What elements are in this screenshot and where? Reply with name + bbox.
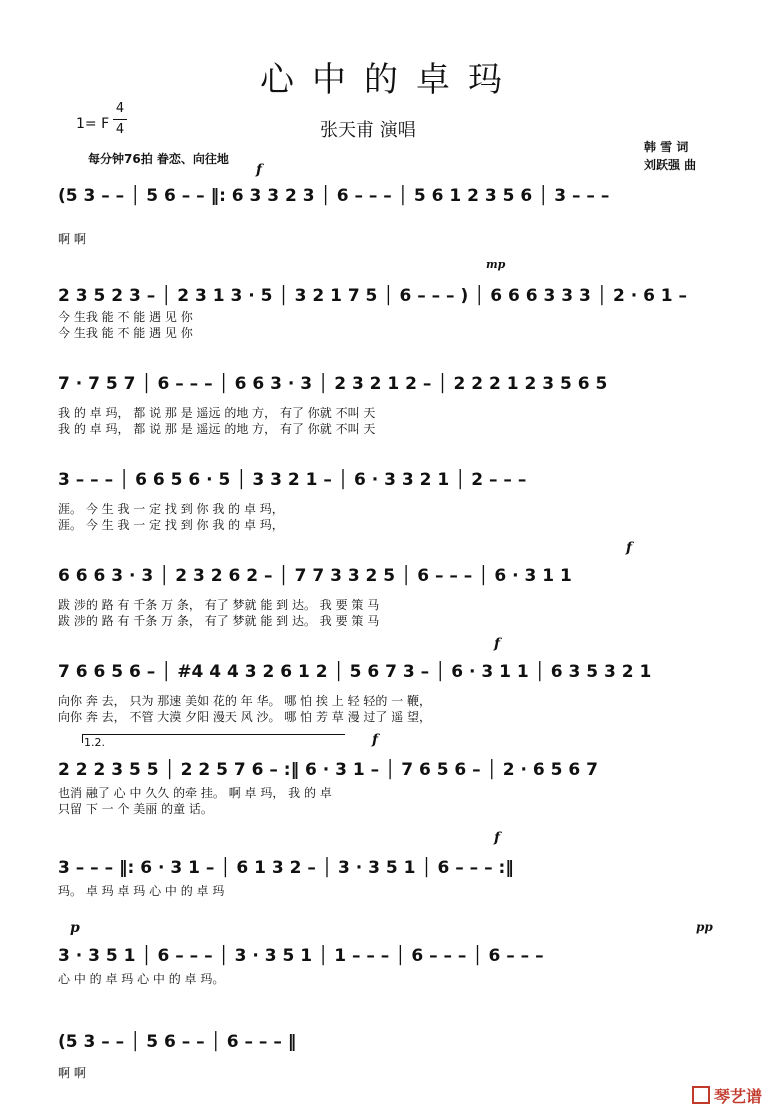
lyrics-line-9a: 心 中 的 卓 玛 心 中 的 卓 玛。 — [58, 972, 225, 986]
dynamic-forte: f — [494, 636, 501, 652]
watermark-logo — [692, 1084, 762, 1107]
notes-line-1: (5 3 – – │ 5 6 – – ‖: 6 3 3 2 3 │ 6 – – – │ 5 6 1 2 3 5 6 │ 3 – – – — [58, 186, 610, 206]
notes-line-3: 7 · 7 5 7 │ 6 – – – │ 6 6 3 · 3 │ 2 3 2 1 2 – │ 2 2 2 1 2 3 5 6 5 — [58, 374, 608, 394]
lyrics-line-6b: 向你 奔 去， 不管 大漠 夕阳 漫天 风 沙。 哪 怕 芳 草 漫 过了 遥 望， — [58, 710, 432, 724]
watermark-icon — [692, 1086, 710, 1104]
notes-line-10: (5 3 – – │ 5 6 – – │ 6 – – – ‖ — [58, 1032, 297, 1052]
notes-line-2: 2 3 5 2 3 – │ 2 3 1 3 · 5 │ 3 2 1 7 5 │ 6 – – – ) │ 6 6 6 3 3 3 │ 2 · 6 1 – — [58, 286, 688, 306]
dynamic-forte: f — [256, 162, 263, 178]
song-title: 心中的卓玛 — [260, 60, 520, 100]
notes-line-7: 2 2 2 3 5 5 │ 2 2 5 7 6 – :‖ 6 · 3 1 – │ 7 6 5 6 – │ 2 · 6 5 6 7 — [58, 760, 598, 780]
lyrics-line-7a: 也消 融了 心 中 久久 的牵 挂。 啊 卓 玛， 我 的 卓 — [58, 786, 332, 800]
dynamic-mezzo-piano: mp — [486, 258, 506, 271]
notes-line-8: 3 – – – ‖: 6 · 3 1 – │ 6 1 3 2 – │ 3 · 3 5 1 │ 6 – – – :‖ — [58, 858, 514, 878]
fraction-bar — [113, 119, 127, 120]
lyrics-line-1a: 啊 啊 — [58, 232, 86, 246]
key-signature: 1= F — [76, 116, 110, 132]
composer-credit: 刘跃强 曲 — [644, 158, 697, 172]
lyrics-line-8a: 玛。 卓 玛 卓 玛 心 中 的 卓 玛 — [58, 884, 225, 898]
time-top: 4 — [115, 101, 125, 116]
lyrics-line-2b: 今 生我 能 不 能 遇 见 你 — [58, 326, 193, 340]
watermark-text: 琴艺谱 — [713, 1087, 762, 1106]
lyricist-credit: 韩 雪 词 — [644, 140, 689, 154]
lyrics-line-4a: 涯。 今 生 我 一 定 找 到 你 我 的 卓 玛， — [58, 502, 284, 516]
notes-line-9: 3 · 3 5 1 │ 6 – – – │ 3 · 3 5 1 │ 1 – – – │ 6 – – – │ 6 – – – — [58, 946, 544, 966]
singer-credit: 张天甫 演唱 — [320, 120, 416, 141]
tempo-marking: 每分钟76拍 眷恋、向往地 — [88, 152, 229, 166]
notes-line-4: 3 – – – │ 6 6 5 6 · 5 │ 3 3 2 1 – │ 6 · 3 3 2 1 │ 2 – – – — [58, 470, 527, 490]
lyrics-line-7b: 只留 下 一 个 美丽 的童 话。 — [58, 802, 213, 816]
lyrics-line-2a: 今 生我 能 不 能 遇 见 你 — [58, 310, 193, 324]
volta-bracket — [82, 734, 345, 743]
lyrics-line-5a: 跋 涉的 路 有 千条 万 条， 有了 梦就 能 到 达。 我 要 策 马 — [58, 598, 380, 612]
dynamic-forte: f — [372, 732, 379, 748]
notes-line-6: 7 6 6 5 6 – │ #4 4 4 3 2 6 1 2 │ 5 6 7 3 – │ 6 · 3 1 1 │ 6 3 5 3 2 1 — [58, 662, 652, 682]
dynamic-forte: f — [494, 830, 501, 846]
lyrics-line-10a: 啊 啊 — [58, 1066, 86, 1080]
volta-ending-label: 1.2. — [84, 736, 105, 749]
lyrics-line-3b: 我 的 卓 玛， 都 说 那 是 遥远 的地 方， 有了 你就 不叫 天 — [58, 422, 376, 436]
time-signature — [113, 100, 127, 139]
lyrics-line-3a: 我 的 卓 玛， 都 说 那 是 遥远 的地 方， 有了 你就 不叫 天 — [58, 406, 376, 420]
lyrics-line-4b: 涯。 今 生 我 一 定 找 到 你 我 的 卓 玛， — [58, 518, 284, 532]
notes-line-5: 6 6 6 3 · 3 │ 2 3 2 6 2 – │ 7 7 3 3 2 5 │ 6 – – – │ 6 · 3 1 1 — [58, 566, 572, 586]
time-bottom: 4 — [115, 122, 125, 137]
dynamic-piano: p — [70, 920, 80, 936]
dynamic-pianissimo: pp — [696, 920, 713, 934]
lyrics-line-5b: 跋 涉的 路 有 千条 万 条， 有了 梦就 能 到 达。 我 要 策 马 — [58, 614, 380, 628]
dynamic-forte: f — [626, 540, 633, 556]
lyrics-line-6a: 向你 奔 去， 只为 那速 美如 花的 年 华。 哪 怕 挨 上 轻 轻的 一 鞭， — [58, 694, 432, 708]
